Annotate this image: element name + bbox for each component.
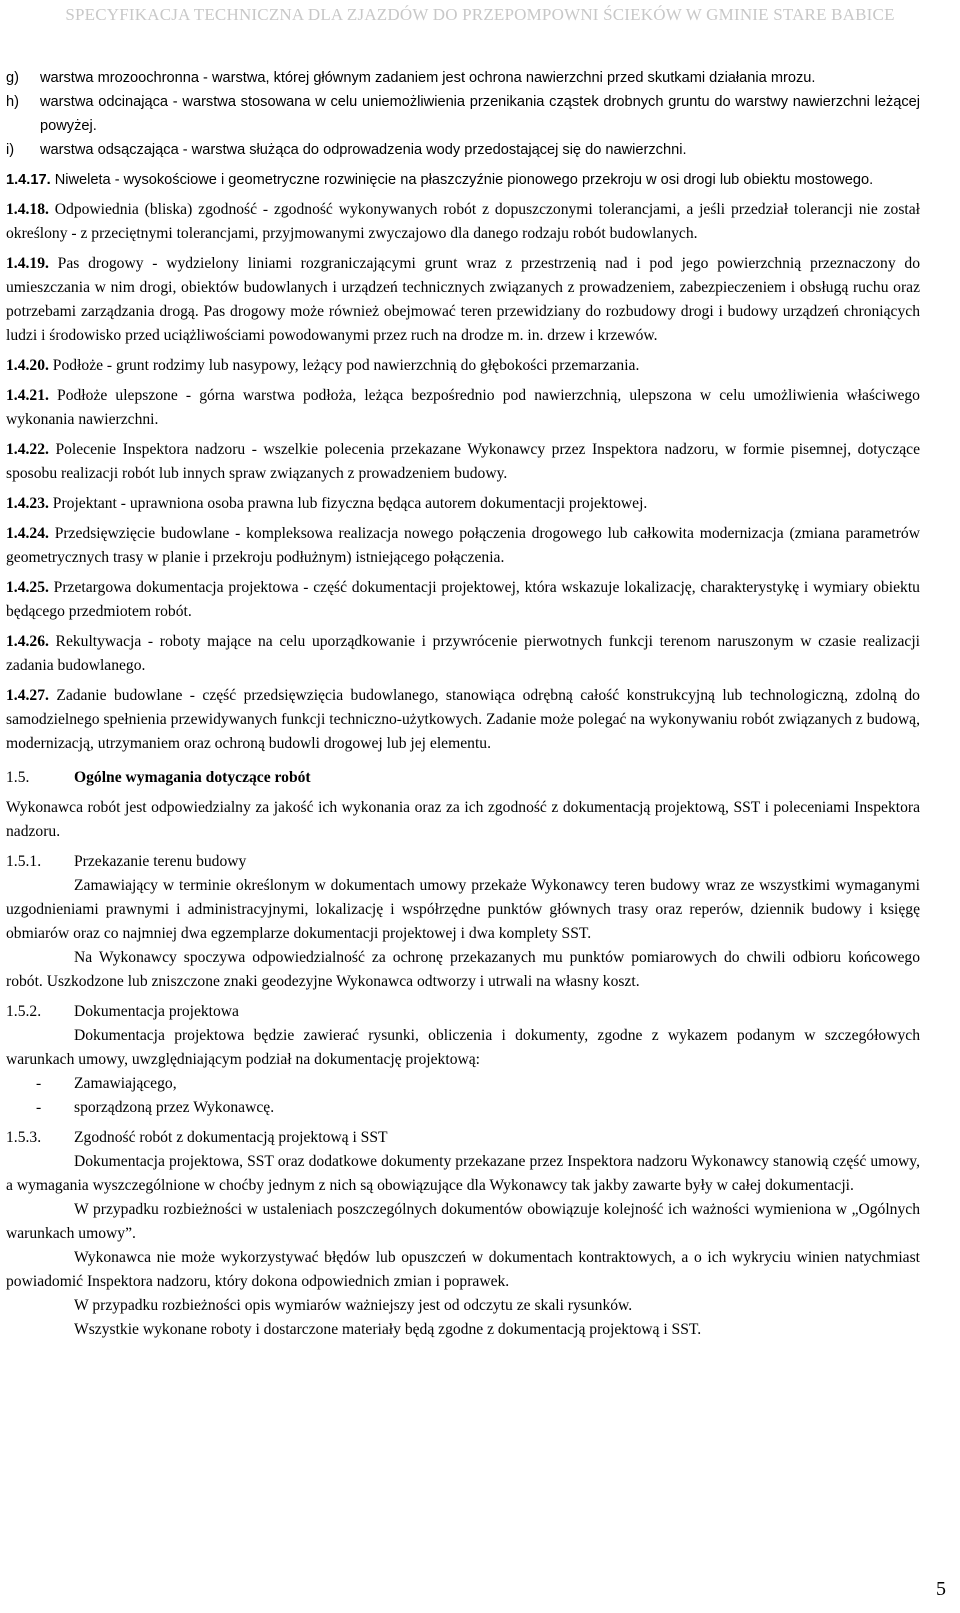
definition-number: 1.4.27. xyxy=(6,687,49,704)
definition xyxy=(6,576,920,624)
list-item xyxy=(6,1096,920,1120)
section-heading xyxy=(6,766,920,790)
definition xyxy=(6,630,920,678)
paragraph: Wszystkie wykonane roboty i dostarczone materiały będą zgodne z dokumentacją projektową i SST. xyxy=(74,1321,702,1338)
definition-number: 1.4.21. xyxy=(6,387,49,404)
definition-text: Projektant - uprawniona osoba prawna lub fizyczna będąca autorem dokumentacji projektowej. xyxy=(52,495,648,512)
list-marker: g) xyxy=(6,70,19,86)
definition-number: 1.4.19. xyxy=(6,255,49,272)
definition-text: Polecenie Inspektora nadzoru - wszelkie polecenia przekazane Wykonawcy przez Inspektora nadzoru, w formie pisemnej, dotyczące sposobu realizacji robót lub innych spraw związanych z prowadzeniem budowy. xyxy=(6,441,921,482)
paragraph: Zamawiający w terminie określonym w dokumentach umowy przekaże Wykonawcy teren budowy wraz ze wszystkimi wymaganymi uzgodnieniami prawnymi i administracyjnymi, lokalizację i współrzędne punktów głównych trasy oraz reperów, dziennik budowy i księgę obmiarów oraz co najmniej dwa egzemplarze dokumentacji projektowej i dwa komplety SST. xyxy=(6,877,920,942)
section-number: 1.5.3. xyxy=(6,1129,42,1146)
definition-text: Podłoże - grunt rodzimy lub nasypowy, leżący pod nawierzchnią do głębokości przemarzania. xyxy=(52,357,640,374)
list-item xyxy=(6,90,920,138)
paragraph: W przypadku rozbieżności w ustaleniach poszczególnych dokumentów obowiązuje kolejność ich ważności wymieniona w „Ogólnych warunkach umowy”. xyxy=(6,1201,920,1242)
subsection-heading xyxy=(6,850,920,874)
definition-text: Pas drogowy - wydzielony liniami rozgraniczającymi grunt wraz z przestrzenią nad i pod jego powierzchnią przeznaczony do umieszczania w nim drogi, obiektów budowlanych i urządzeń technicznych związanych z prowadzeniem, zabezpieczeniem i obsługą ruchu oraz potrzebami zarządzania drogą. Pas drogowy może również obejmować teren przewidziany do rozbudowy drogi i budowy urządzeń chroniących ludzi i środowisko przed uciążliwościami powodowanymi przez ruch na drodze m. in. drzew i krzewów. xyxy=(6,255,920,344)
section-number: 1.5.1. xyxy=(6,853,42,870)
list-item xyxy=(6,138,920,162)
list-item xyxy=(6,66,920,90)
document-body xyxy=(6,66,920,1342)
definition-number: 1.4.25. xyxy=(6,579,49,596)
list-item-text: Zamawiającego, xyxy=(74,1075,177,1092)
list-item-text: warstwa mrozoochronna - warstwa, której głównym zadaniem jest ochrona nawierzchni przed skutkami działania mrozu. xyxy=(40,70,816,86)
section-title: Przekazanie terenu budowy xyxy=(74,853,247,870)
definition-text: Rekultywacja - roboty mające na celu uporządkowanie i przywrócenie pierwotnych funkcji terenom naruszonym w czasie realizacji zadania budowlanego. xyxy=(6,633,920,674)
section-title: Dokumentacja projektowa xyxy=(74,1003,239,1020)
definition xyxy=(6,252,920,348)
section-title: Zgodność robót z dokumentacją projektową i SST xyxy=(74,1129,388,1146)
definition xyxy=(6,522,920,570)
definition-number: 1.4.20. xyxy=(6,357,49,374)
section-number: 1.5.2. xyxy=(6,1003,42,1020)
definition xyxy=(6,168,920,192)
page-header: SPECYFIKACJA TECHNICZNA DLA ZJAZDÓW DO PRZEPOMPOWNI ŚCIEKÓW W GMINIE STARE BABICE xyxy=(65,5,895,24)
definition-number: 1.4.18. xyxy=(6,201,49,218)
definition-number: 1.4.26. xyxy=(6,633,49,650)
definition xyxy=(6,684,920,756)
section-title: Ogólne wymagania dotyczące robót xyxy=(74,769,311,786)
definition xyxy=(6,198,920,246)
list-item xyxy=(6,1072,920,1096)
list-marker: h) xyxy=(6,94,19,110)
subsection-heading xyxy=(6,1000,920,1024)
subsection-heading xyxy=(6,1126,920,1150)
definition-number: 1.4.23. xyxy=(6,495,49,512)
definition-number: 1.4.24. xyxy=(6,525,49,542)
definition-text: Niweleta - wysokościowe i geometryczne rozwinięcie na płaszczyźnie pionowego przekroju w osi drogi lub obiektu mostowego. xyxy=(54,172,874,188)
paragraph: Dokumentacja projektowa, SST oraz dodatkowe dokumenty przekazane przez Inspektora nadzoru Wykonawcy stanowią część umowy, a wymagania wyszczególnione w choćby jednym z nich są obowiązujące dla Wykonawcy tak jakby zawarte były w całej dokumentacji. xyxy=(6,1153,920,1194)
page-number: 5 xyxy=(936,1578,946,1600)
definition-text: Odpowiednia (bliska) zgodność - zgodność wykonywanych robót z dopuszczonymi tolerancjami, a jeśli przedział tolerancji nie został określony - z przeciętnymi tolerancjami, przyjmowanymi zwyczajowo dla danego rodzaju robót budowlanych. xyxy=(6,201,920,242)
list-marker: - xyxy=(36,1099,42,1116)
section-number: 1.5. xyxy=(6,769,30,786)
list-item-text: warstwa odcinająca - warstwa stosowana w celu uniemożliwienia przenikania cząstek drobnych gruntu do warstwy nawierzchni leżącej powyżej. xyxy=(40,94,920,134)
definition-text: Podłoże ulepszone - górna warstwa podłoża, leżąca bezpośrednio pod nawierzchnią, ulepszona w celu umożliwienia właściwego wykonania nawierzchni. xyxy=(6,387,920,428)
definition xyxy=(6,438,920,486)
definition-text: Przedsięwzięcie budowlane - kompleksowa realizacja nowego połączenia drogowego lub całkowita modernizacja (zmiana parametrów geometrycznych trasy w planie i przekroju podłużnym) istniejącego połączenia. xyxy=(6,525,920,566)
definition-number: 1.4.22. xyxy=(6,441,49,458)
definition-text: Przetargowa dokumentacja projektowa - część dokumentacji projektowej, która wskazuje lokalizację, charakterystykę i wymiary obiektu będącego przedmiotem robót. xyxy=(6,579,920,620)
definition xyxy=(6,384,920,432)
paragraph: Wykonawca robót jest odpowiedzialny za jakość ich wykonania oraz za ich zgodność z dokumentacją projektową, SST i poleceniami Inspektora nadzoru. xyxy=(6,799,920,840)
definition-text: Zadanie budowlane - część przedsięwzięcia budowlanego, stanowiąca odrębną całość konstrukcyjną lub technologiczną, zdolną do samodzielnego spełnienia przewidywanych funkcji techniczno-użytkowych. Zadanie może polegać na wykonywaniu robót związanych z budową, modernizacją, utrzymaniem oraz ochroną budowli drogowej lub jej elementu. xyxy=(6,687,920,752)
list-item-text: sporządzoną przez Wykonawcę. xyxy=(74,1099,275,1116)
definition xyxy=(6,354,920,378)
definition xyxy=(6,492,920,516)
paragraph: W przypadku rozbieżności opis wymiarów ważniejszy jest od odczytu ze skali rysunków. xyxy=(74,1297,633,1314)
definition-number: 1.4.17. xyxy=(6,172,51,188)
list-item-text: warstwa odsączająca - warstwa służąca do odprowadzenia wody przedostającej się do nawierzchni. xyxy=(40,142,687,158)
paragraph: Dokumentacja projektowa będzie zawierać rysunki, obliczenia i dokumenty, zgodne z wykazem podanym w szczegółowych warunkach umowy, uwzględniającym podział na dokumentację projektową: xyxy=(6,1027,920,1068)
paragraph: Wykonawca nie może wykorzystywać błędów lub opuszczeń w dokumentach kontraktowych, a o ich wykryciu winien natychmiast powiadomić Inspektora nadzoru, który dokona odpowiednich zmian i poprawek. xyxy=(6,1249,920,1290)
paragraph: Na Wykonawcy spoczywa odpowiedzialność za ochronę przekazanych mu punktów pomiarowych do chwili odbioru końcowego robót. Uszkodzone lub zniszczone znaki geodezyjne Wykonawca odtworzy i utrwali na własny koszt. xyxy=(6,949,920,990)
list-marker: i) xyxy=(6,142,15,158)
list-marker: - xyxy=(36,1075,42,1092)
